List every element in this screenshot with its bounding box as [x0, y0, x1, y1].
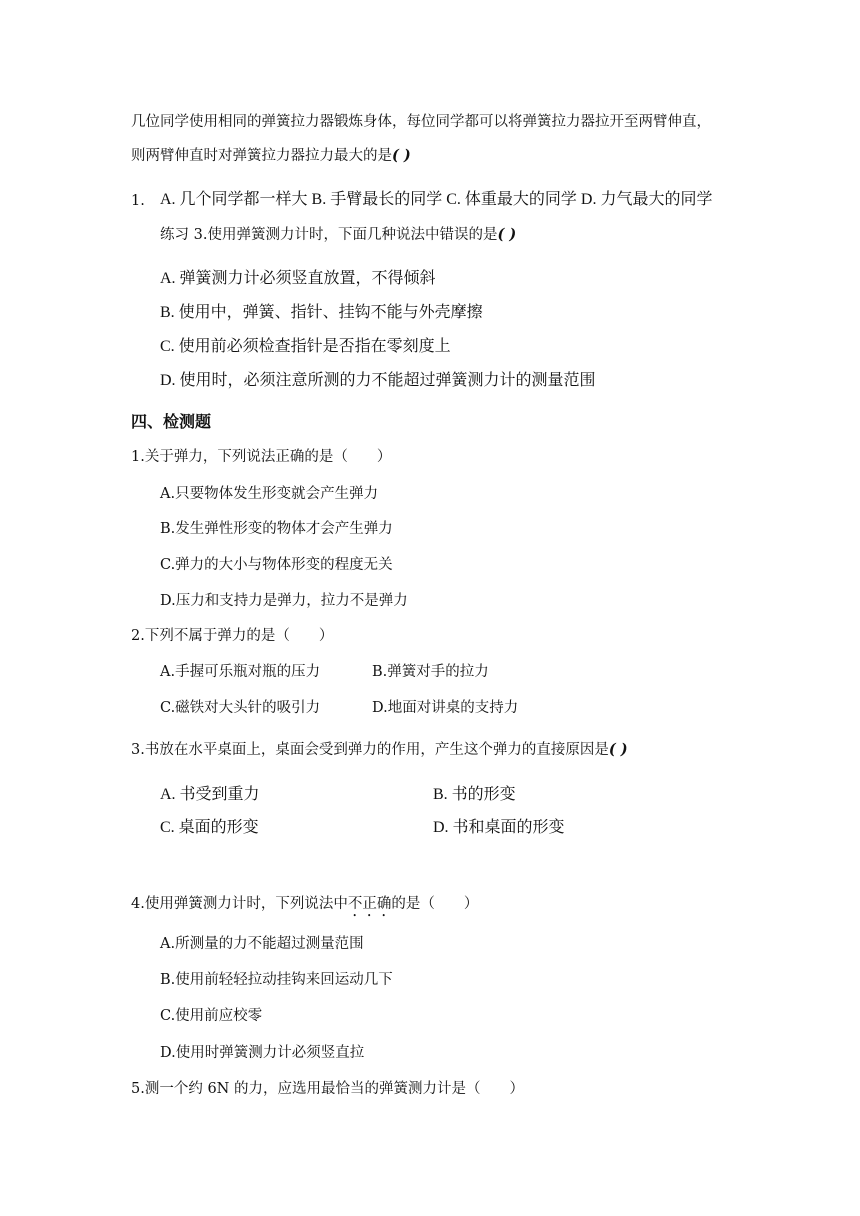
intro-line-2-text: 则两臂伸直时对弹簧拉力器拉力最大的是	[131, 148, 392, 164]
practice3-option-a: A. 弹簧测力计必须竖直放置，不得倾斜	[160, 270, 436, 287]
test-q1-option-d: D.压力和支持力是弹力，拉力不是弹力	[160, 593, 408, 609]
test-q1-option-c: C.弹力的大小与物体形变的程度无关	[160, 557, 393, 573]
practice3-stem-text: 练习 3.使用弹簧测力计时，下面几种说法中错误的是	[160, 227, 498, 243]
test-q4-stem-emphasis: 不正确	[347, 896, 392, 912]
test-q5-stem: 5.测一个约 6N 的力，应选用最恰当的弹簧测力计是（ ）	[131, 1081, 524, 1097]
test-q2-option-c: C.磁铁对大头针的吸引力	[160, 700, 321, 716]
test-q3-option-b: B. 书的形变	[433, 786, 516, 803]
test-q1-stem: 1.关于弹力，下列说法正确的是（ ）	[131, 449, 392, 465]
test-q4-option-a: A.所测量的力不能超过测量范围	[160, 936, 364, 952]
section-title: 四、检测题	[131, 412, 212, 431]
q1-options-line: A. 几个同学都一样大 B. 手臂最长的同学 C. 体重最大的同学 D. 力气最大的同学	[160, 191, 713, 208]
test-q4-option-b: B.使用前轻轻拉动挂钩来回运动几下	[160, 972, 393, 988]
test-q4-stem	[131, 894, 478, 920]
test-q3-stem	[131, 740, 628, 760]
test-q1-option-a: A.只要物体发生形变就会产生弹力	[160, 486, 379, 502]
test-q4-option-c: C.使用前应校零	[160, 1008, 263, 1024]
test-q4-stem-post: 的是（ ）	[391, 896, 479, 912]
practice3-stem	[160, 225, 516, 245]
intro-line-1: 几位同学使用相同的弹簧拉力器锻炼身体，每位同学都可以将弹簧拉力器拉开至两臂伸直，	[131, 114, 711, 130]
test-q4-stem-pre: 4.使用弹簧测力计时，下列说法中	[131, 896, 348, 912]
test-q3-option-a: A. 书受到重力	[160, 786, 260, 803]
test-q3-option-d: D. 书和桌面的形变	[433, 819, 565, 836]
test-q2-option-a: A.手握可乐瓶对瓶的压力	[160, 664, 321, 680]
test-q2-stem: 2.下列不属于弹力的是（ ）	[131, 628, 334, 644]
test-q3-option-c: C. 桌面的形变	[160, 819, 259, 836]
intro-answer-paren: ( )	[392, 147, 411, 164]
intro-line-2	[131, 146, 411, 166]
q1-number: 1.	[131, 193, 145, 209]
test-q2-option-d: D.地面对讲桌的支持力	[372, 700, 519, 716]
test-q4-option-d: D.使用时弹簧测力计必须竖直拉	[160, 1045, 365, 1061]
practice3-option-b: B. 使用中，弹簧、指针、挂钩不能与外壳摩擦	[160, 304, 483, 321]
practice3-option-c: C. 使用前必须检查指针是否指在零刻度上	[160, 338, 451, 355]
practice3-option-d: D. 使用时，必须注意所测的力不能超过弹簧测力计的测量范围	[160, 372, 596, 389]
test-q3-answer-paren: ( )	[608, 741, 628, 758]
test-q2-option-b: B.弹簧对手的拉力	[372, 664, 489, 680]
test-q1-option-b: B.发生弹性形变的物体才会产生弹力	[160, 521, 393, 537]
practice3-answer-paren: ( )	[497, 226, 517, 243]
test-q3-stem-text: 3.书放在水平桌面上，桌面会受到弹力的作用，产生这个弹力的直接原因是	[131, 742, 609, 758]
